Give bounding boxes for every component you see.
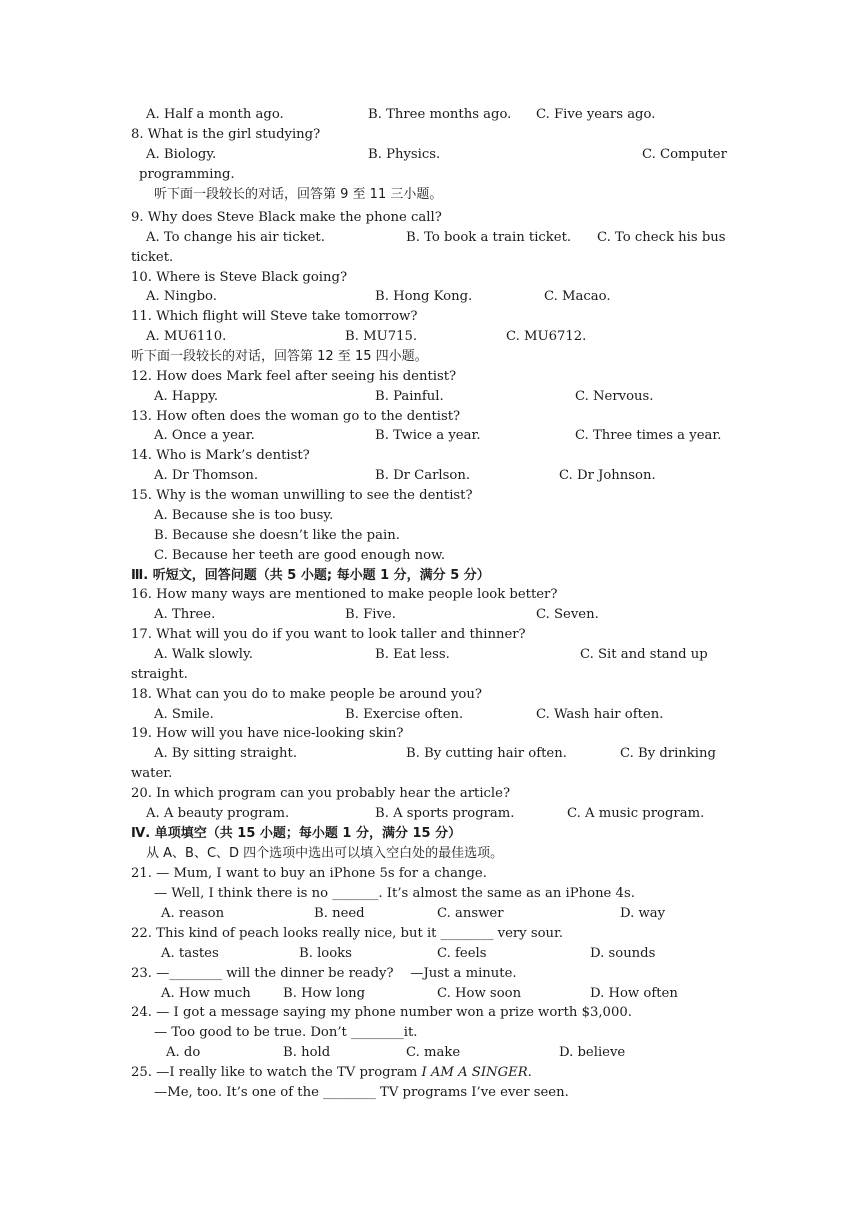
option: D. How often [590,986,678,1001]
option: C. Wash hair often. [536,707,664,722]
instruction-text: 听下面一段较长的对话，回答第 12 至 15 四小题。 [131,349,428,364]
question-9 [0,208,865,228]
question-15 [0,486,865,506]
option: B. To book a train ticket. [406,230,572,245]
question-21-reply [0,884,865,904]
question-11-options [0,327,865,347]
section-title: Ⅳ. 单项填空（共 15 小题；每小题 1 分，满分 15 分） [131,826,462,841]
question-19 [0,724,865,744]
question-15-option-b [0,526,865,546]
option: B. Five. [345,607,396,622]
option: C. How soon [437,986,522,1001]
option: A. Walk slowly. [154,647,253,662]
option-continuation: water. [131,766,173,781]
option: A. By sitting straight. [154,746,298,761]
option: A. Ningbo. [146,289,217,304]
question-23 [0,964,865,984]
option: A. Biology. [146,147,217,162]
program-title: I AM A SINGER. [421,1065,532,1080]
section-3-heading [0,566,865,586]
question-15-option-c [0,546,865,566]
option: A. Once a year. [154,428,255,443]
question-9-option-cont [0,248,865,268]
question-text: 11. Which flight will Steve take tomorrow? [131,309,418,324]
dialogue-line: — Well, I think there is no _______. It’s almost the same as an iPhone 4s. [154,886,635,901]
option-continuation: straight. [131,667,188,682]
option: A. MU6110. [146,329,227,344]
question-text: 14. Who is Mark’s dentist? [131,448,310,463]
section-4-instruction [0,844,865,864]
instruction-9-11 [0,185,865,205]
question-14 [0,446,865,466]
question-24-options [0,1043,865,1063]
option: C. By drinking [620,746,716,761]
option: C. Sit and stand up [580,647,708,662]
question-25 [0,1063,865,1083]
option: A. Because she is too busy. [154,508,334,523]
dialogue-line: —Me, too. It’s one of the ________ TV programs I’ve ever seen. [154,1085,569,1100]
question-18-options [0,705,865,725]
option: C. Seven. [536,607,599,622]
question-17-options [0,645,865,665]
question-text: 9. Why does Steve Black make the phone call? [131,210,442,225]
question-10 [0,268,865,288]
question-17-option-cont [0,665,865,685]
option: B. How long [283,986,366,1001]
question-12-options [0,387,865,407]
question-text: 21. — Mum, I want to buy an iPhone 5s for a change. [131,866,487,881]
question-text: 8. What is the girl studying? [131,127,321,142]
option: B. Dr Carlson. [375,468,471,483]
option: A. do [166,1045,201,1060]
question-text: 19. How will you have nice-looking skin? [131,726,404,741]
option: D. believe [559,1045,626,1060]
option: C. MU6712. [506,329,587,344]
option: B. A sports program. [375,806,515,821]
question-20-options [0,804,865,824]
option: A. Happy. [154,389,219,404]
option: A. Dr Thomson. [154,468,259,483]
option: B. need [314,906,365,921]
option: A. A beauty program. [146,806,290,821]
question-22-options [0,944,865,964]
option: B. looks [299,946,352,961]
option: C. Three times a year. [575,428,722,443]
question-24-reply [0,1023,865,1043]
question-18 [0,685,865,705]
option: B. Because she doesn’t like the pain. [154,528,400,543]
question-text: 18. What can you do to make people be around you? [131,687,482,702]
question-16-options [0,605,865,625]
question-16 [0,585,865,605]
option: A. Three. [154,607,216,622]
question-20 [0,784,865,804]
option: D. way [620,906,666,921]
option: A. How much [161,986,251,1001]
section-title: Ⅲ. 听短文，回答问题（共 5 小题; 每小题 1 分，满分 5 分） [131,568,490,583]
question-text [131,1063,532,1083]
question-text: 10. Where is Steve Black going? [131,270,348,285]
option: B. By cutting hair often. [406,746,567,761]
question-text: 17. What will you do if you want to look taller and thinner? [131,627,526,642]
question-text: 12. How does Mark feel after seeing his dentist? [131,369,457,384]
option: C. Nervous. [575,389,654,404]
question-11 [0,307,865,327]
option: B. Twice a year. [375,428,481,443]
option: C. feels [437,946,487,961]
option: A. Half a month ago. [146,107,284,122]
option: B. Exercise often. [345,707,464,722]
option: C. A music program. [567,806,705,821]
instruction-text: 听下面一段较长的对话，回答第 9 至 11 三小题。 [154,187,443,202]
question-15-option-a [0,506,865,526]
question-14-options [0,466,865,486]
option: B. hold [283,1045,331,1060]
question-text: 20. In which program can you probably hear the article? [131,786,511,801]
question-text: 24. — I got a message saying my phone number won a prize worth $3,000. [131,1005,632,1020]
option: B. Painful. [375,389,444,404]
option: A. Smile. [154,707,214,722]
option: C. Dr Johnson. [559,468,656,483]
option: B. Eat less. [375,647,450,662]
option: C. Computer [642,147,727,162]
option: C. Macao. [544,289,611,304]
option: B. Hong Kong. [375,289,473,304]
question-text: 13. How often does the woman go to the dentist? [131,409,461,424]
option: C. To check his bus [597,230,726,245]
option: B. Physics. [368,147,441,162]
option: C. Five years ago. [536,107,656,122]
question-8-options [0,145,865,165]
option: C. answer [437,906,504,921]
option: C. Because her teeth are good enough now. [154,548,446,563]
question-text: 15. Why is the woman unwilling to see the dentist? [131,488,473,503]
question-8-option-cont [0,165,865,185]
question-text-main: 25. —I really like to watch the TV program [131,1065,422,1080]
question-text: 22. This kind of peach looks really nice, but it ________ very sour. [131,926,564,941]
question-21 [0,864,865,884]
question-text: 16. How many ways are mentioned to make people look better? [131,587,558,602]
question-25-reply [0,1083,865,1103]
question-17 [0,625,865,645]
section-4-heading [0,824,865,844]
option: D. sounds [590,946,656,961]
option: B. Three months ago. [368,107,512,122]
question-12 [0,367,865,387]
question-24 [0,1003,865,1023]
question-9-options [0,228,865,248]
question-22 [0,924,865,944]
option-continuation: programming. [139,167,235,182]
question-7-options [0,105,865,125]
option-continuation: ticket. [131,250,174,265]
question-19-option-cont [0,764,865,784]
question-8 [0,125,865,145]
option: A. tastes [161,946,219,961]
option: C. make [406,1045,461,1060]
question-13 [0,407,865,427]
option: A. reason [161,906,225,921]
option: A. To change his air ticket. [146,230,325,245]
question-text: 23. —________ will the dinner be ready? —Just a minute. [131,966,517,981]
instruction-12-15 [0,347,865,367]
question-19-options [0,744,865,764]
dialogue-line: — Too good to be true. Don’t ________it. [154,1025,418,1040]
option: B. MU715. [345,329,418,344]
instruction-text: 从 A、B、C、D 四个选项中选出可以填入空白处的最佳选项。 [146,846,504,861]
question-10-options [0,287,865,307]
question-23-options [0,984,865,1004]
question-13-options [0,426,865,446]
question-21-options [0,904,865,924]
